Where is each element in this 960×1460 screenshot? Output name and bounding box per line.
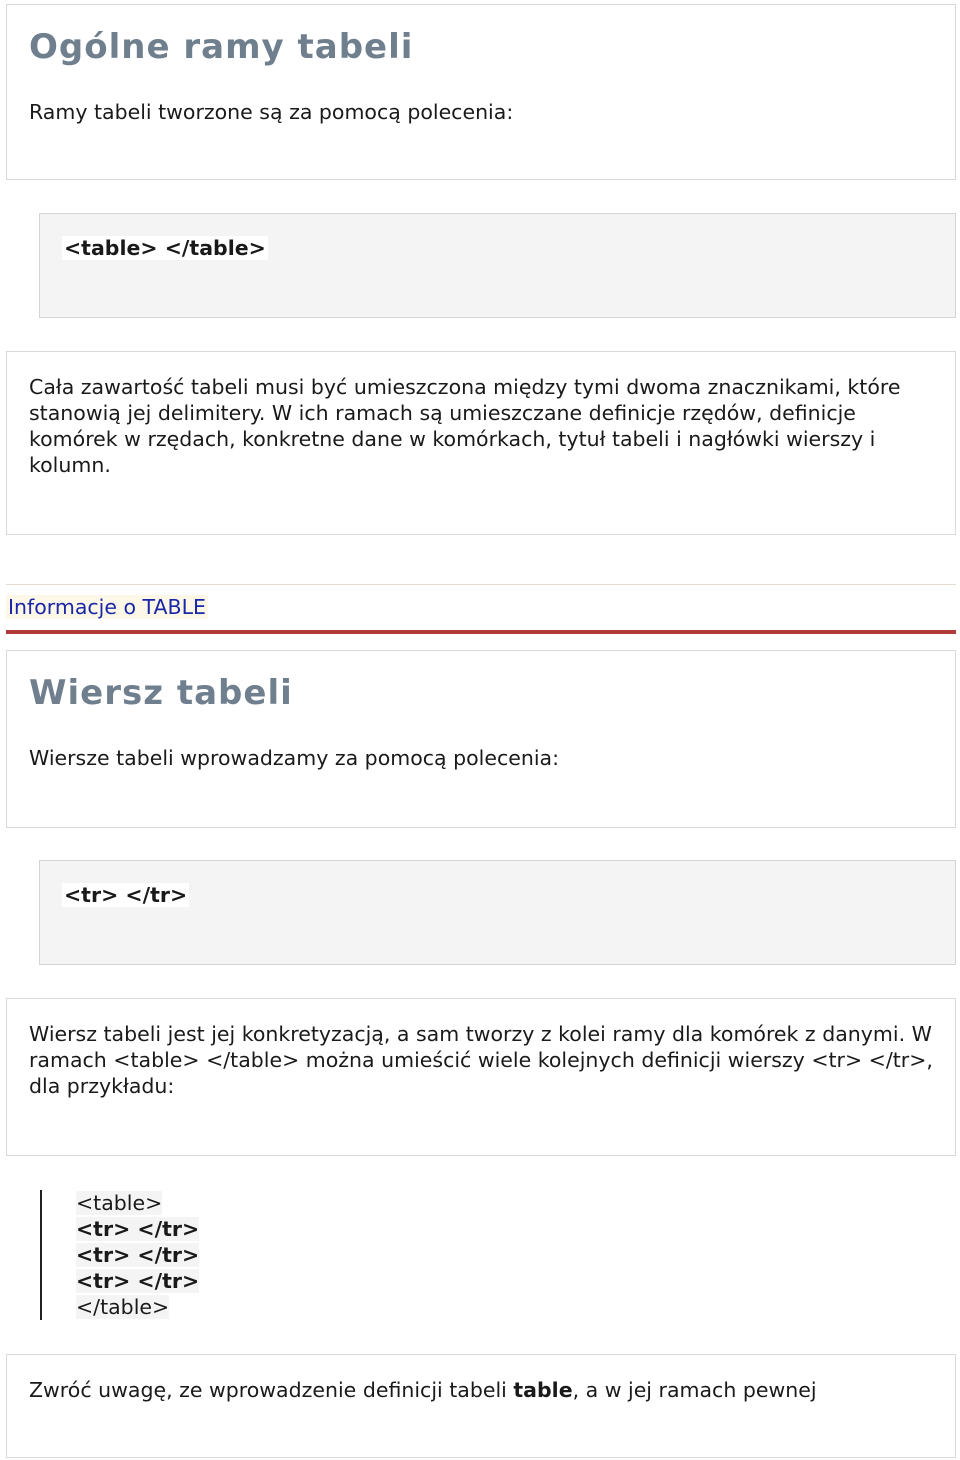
example-line-text: <tr> </tr> bbox=[76, 1217, 200, 1241]
example-line bbox=[76, 1294, 199, 1320]
intro-text: Wiersze tabeli wprowadzamy za pomocą polecenia: bbox=[29, 746, 559, 770]
section-title: Ogólne ramy tabeli bbox=[29, 27, 414, 67]
code-example bbox=[40, 1190, 199, 1320]
paragraph-text bbox=[29, 1377, 935, 1403]
paragraph-text: Cała zawartość tabeli musi być umieszczona między tymi dwoma znacznikami, które stanowią jej delimitery. W ich ramach są umieszczane definicje rzędów, definicje komórek w rzędach, konkretne dane w komórkach, tytuł tabeli i nagłówki wierszy i kolumn. bbox=[29, 375, 901, 477]
code-table: <table> </table> bbox=[64, 236, 266, 260]
paragraph-box bbox=[6, 1354, 956, 1458]
intro-text: Ramy tabeli tworzone są za pomocą polecenia: bbox=[29, 100, 514, 124]
section-ogolne-ramy bbox=[6, 4, 956, 180]
code-tr: <tr> </tr> bbox=[64, 883, 188, 907]
text-after: , a w jej ramach pewnej bbox=[572, 1378, 817, 1402]
section-wiersz-tabeli bbox=[6, 650, 956, 828]
paragraph-text: Wiersz tabeli jest jej konkretyzacją, a sam tworzy z kolei ramy dla komórek z danymi. W ramach <table> </table> można umieścić wiele kolejnych definicji wierszy <tr> </tr>, dla przykładu: bbox=[29, 1022, 933, 1098]
text-before: Zwróć uwagę, ze wprowadzenie definicji tabeli bbox=[29, 1378, 514, 1402]
section-title: Wiersz tabeli bbox=[29, 673, 293, 713]
example-line bbox=[76, 1216, 199, 1242]
example-line-text: <table> bbox=[76, 1191, 163, 1215]
example-line bbox=[76, 1190, 199, 1216]
link-strip bbox=[6, 584, 956, 635]
bold-word: table bbox=[513, 1378, 573, 1402]
example-line bbox=[76, 1242, 199, 1268]
example-line-text: <tr> </tr> bbox=[76, 1243, 200, 1267]
code-block-tr bbox=[39, 860, 956, 965]
example-line-text: </table> bbox=[76, 1295, 170, 1319]
example-line-text: <tr> </tr> bbox=[76, 1269, 200, 1293]
divider bbox=[6, 630, 956, 634]
code-block-table bbox=[39, 213, 956, 318]
paragraph-box bbox=[6, 998, 956, 1156]
example-line bbox=[76, 1268, 199, 1294]
link-informacje-o-table[interactable]: Informacje o TABLE bbox=[8, 595, 206, 619]
paragraph-box bbox=[6, 351, 956, 535]
